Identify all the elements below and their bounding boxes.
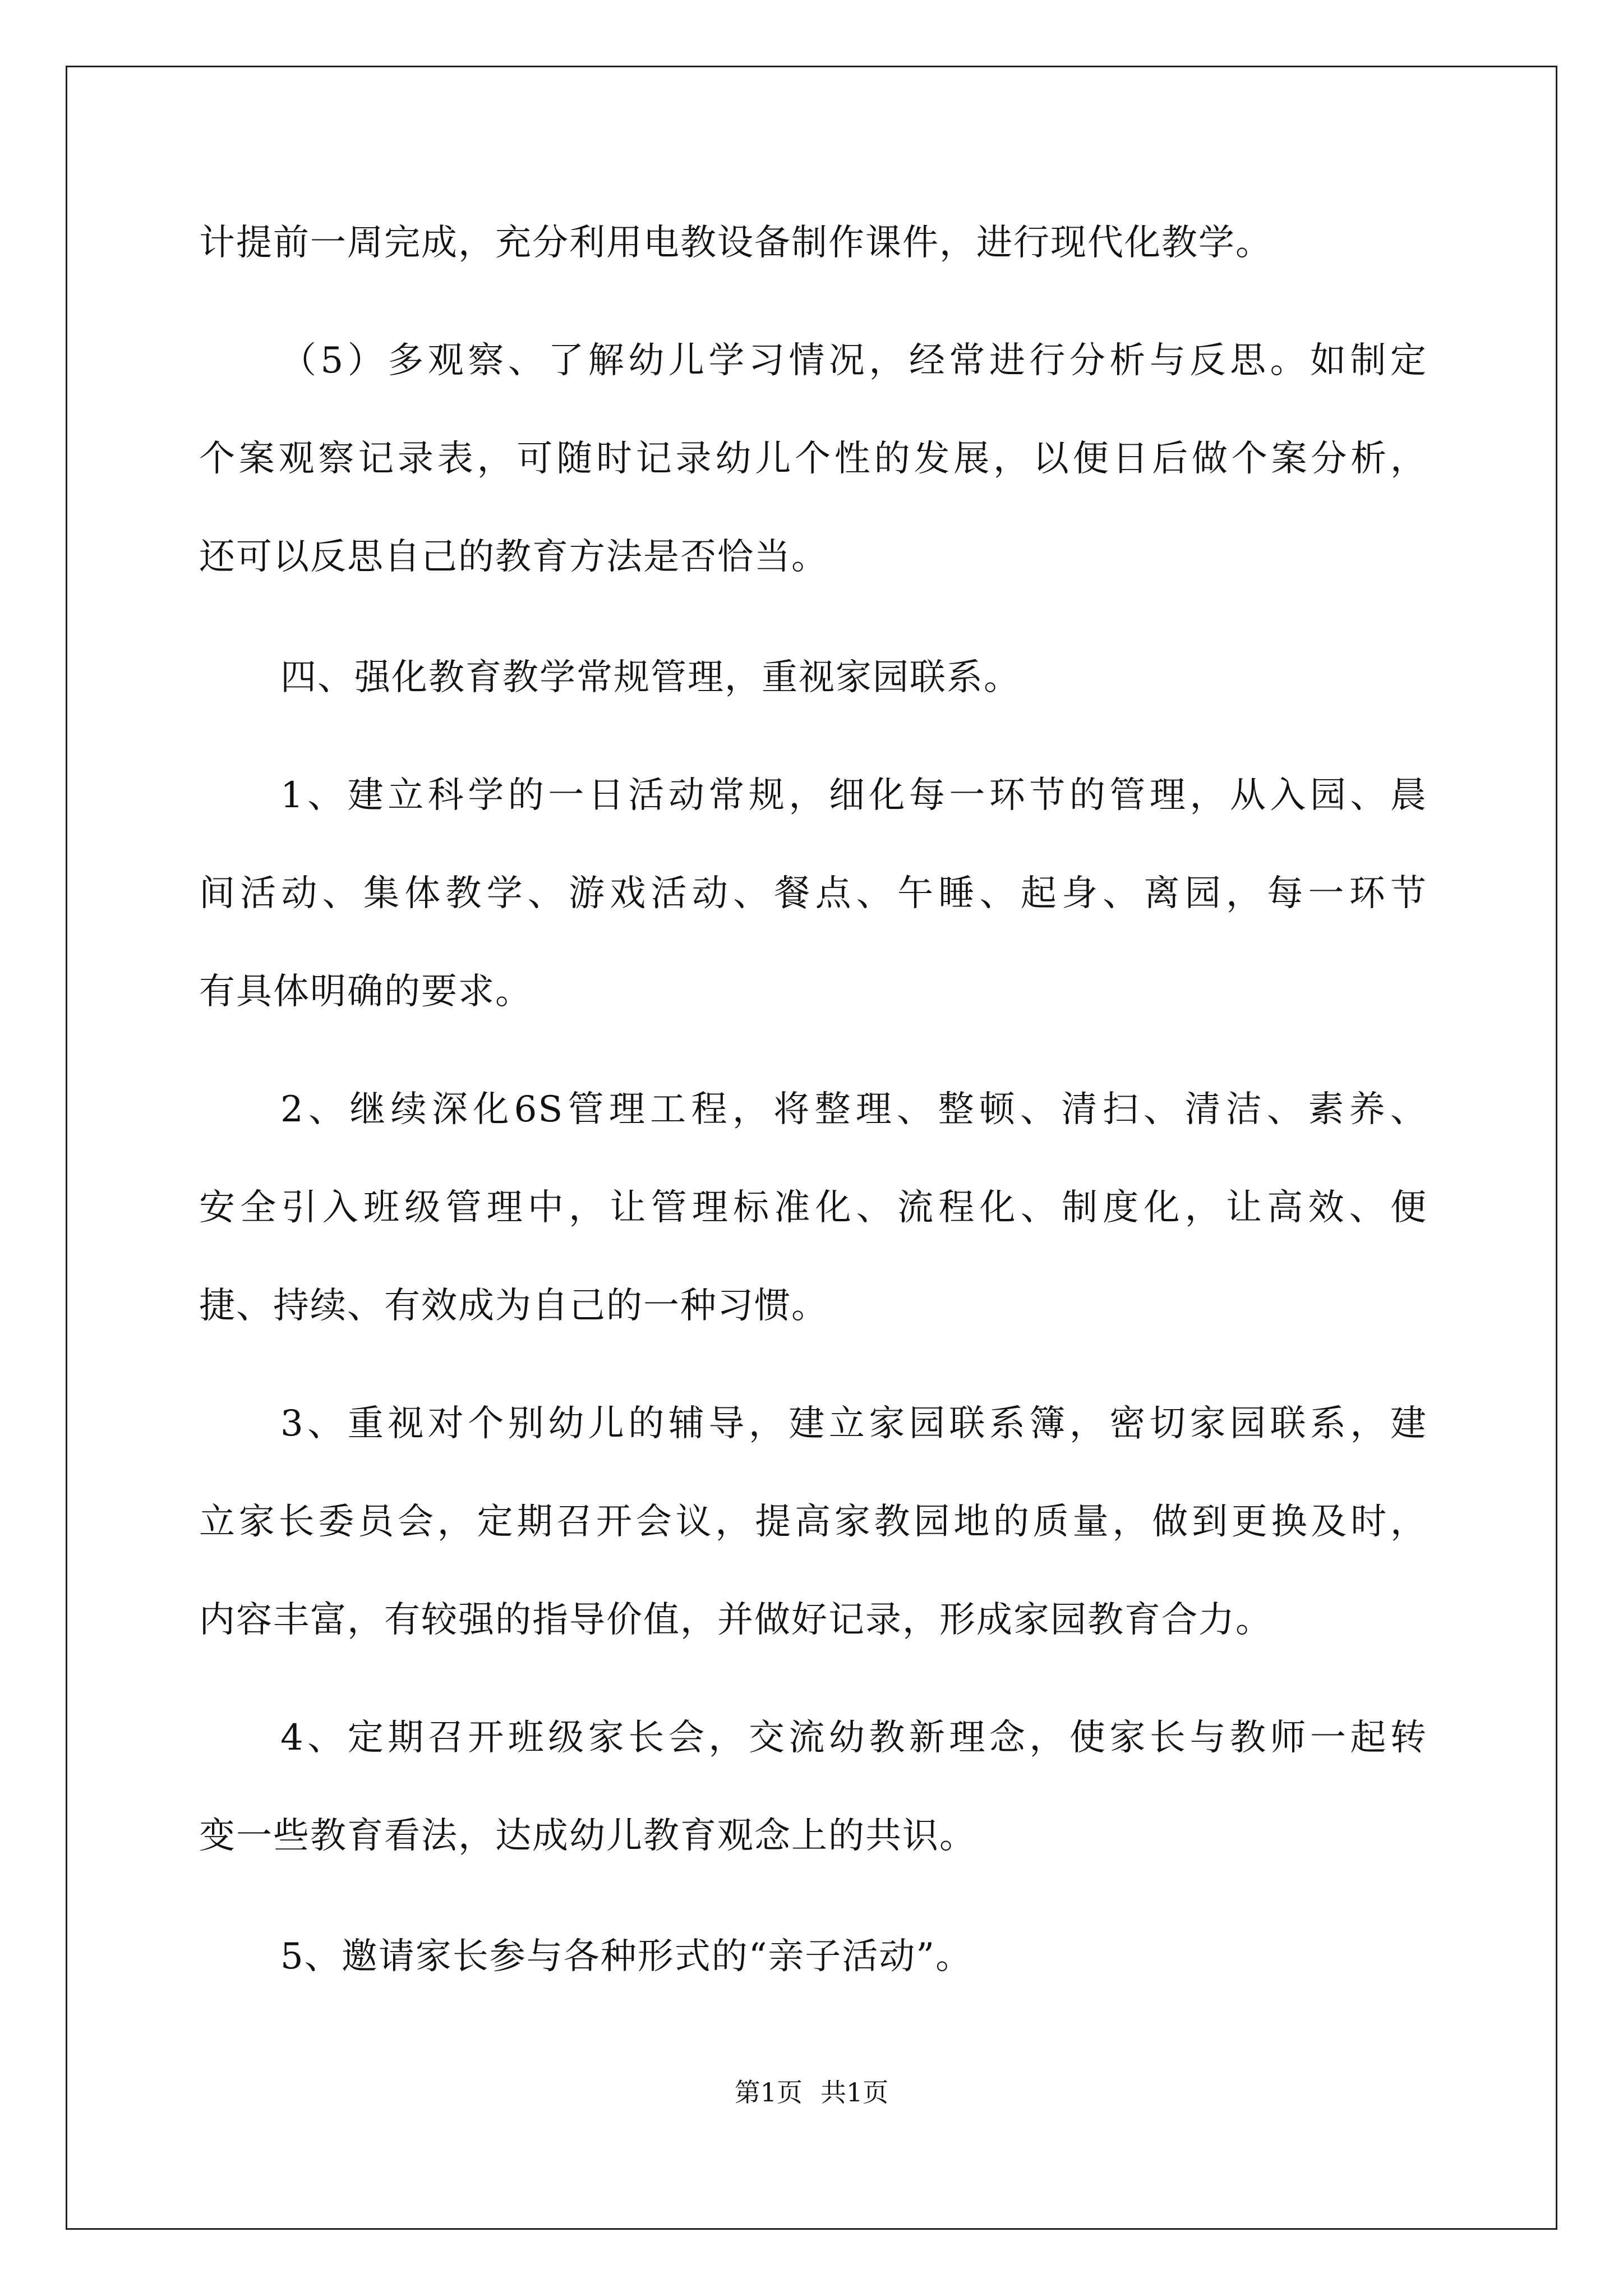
text-line-3: 个案观察记录表，可随时记录幼儿个性的发展，以便日后做个案分析， — [199, 438, 1427, 480]
text-line-14: 内容丰富，有较强的指导价值，并做好记录，形成家园教育合力。 — [199, 1599, 1272, 1641]
page-number: 第1页 — [734, 2077, 803, 2108]
text-line-15: 4、定期召开班级家长会，交流幼教新理念，使家长与教师一起转 — [280, 1717, 1427, 1759]
text-line-9: 2、继续深化6S管理工程，将整理、整顿、清扫、清洁、素养、 — [280, 1089, 1427, 1130]
text-line-13: 立家长委员会，定期召开会议，提高家教园地的质量，做到更换及时， — [199, 1501, 1427, 1543]
page-total: 共1页 — [820, 2077, 889, 2108]
text-line-10: 安全引入班级管理中，让管理标准化、流程化、制度化，让高效、便 — [199, 1187, 1427, 1228]
text-line-1: 计提前一周完成，充分利用电教设备制作课件，进行现代化教学。 — [199, 222, 1272, 264]
text-line-17: 5、邀请家长参与各种形式的“亲子活动”。 — [280, 1936, 973, 1977]
text-line-2: （5）多观察、了解幼儿学习情况，经常进行分析与反思。如制定 — [280, 340, 1427, 381]
section-heading: 四、强化教育教学常规管理，重视家园联系。 — [280, 657, 1021, 698]
text-line-4: 还可以反思自己的教育方法是否恰当。 — [199, 536, 828, 578]
page-border — [66, 66, 1557, 2230]
text-line-12: 3、重视对个别幼儿的辅导，建立家园联系簿，密切家园联系，建 — [280, 1403, 1427, 1444]
text-line-7: 间活动、集体教学、游戏活动、餐点、午睡、起身、离园，每一环节 — [199, 873, 1427, 914]
text-line-8: 有具体明确的要求。 — [199, 971, 532, 1013]
page-footer — [0, 2076, 1623, 2109]
text-line-16: 变一些教育看法，达成幼儿教育观念上的共识。 — [199, 1815, 976, 1857]
text-line-6: 1、建立科学的一日活动常规，细化每一环节的管理，从入园、晨 — [280, 775, 1427, 816]
text-line-11: 捷、持续、有效成为自己的一种习惯。 — [199, 1285, 828, 1327]
